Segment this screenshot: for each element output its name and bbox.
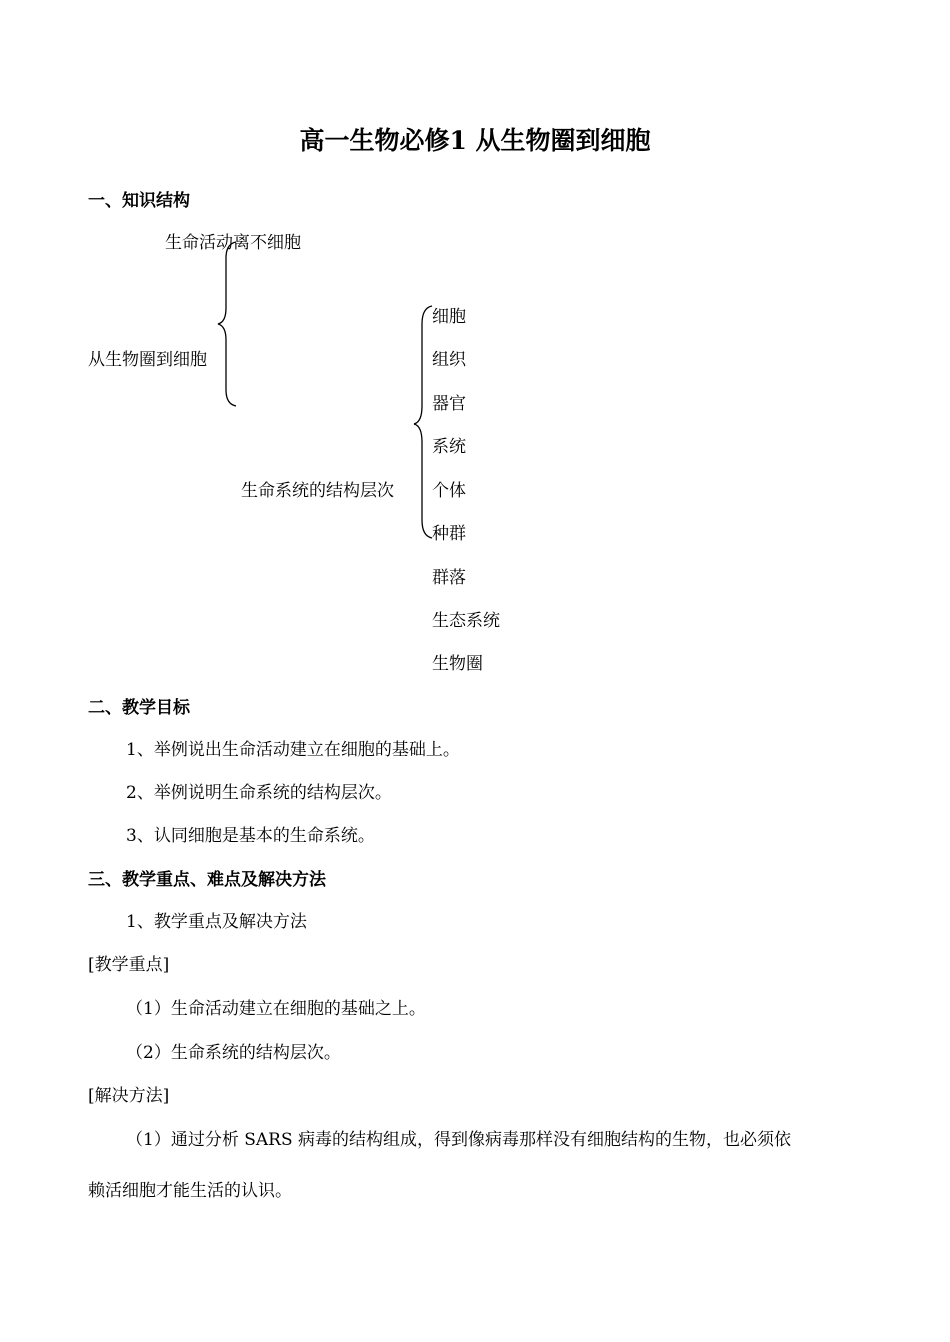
section-heading-goals: 二、教学目标 xyxy=(88,698,190,718)
level-item: 生态系统 xyxy=(432,611,500,631)
level-item: 组织 xyxy=(432,350,466,370)
focus-item: （1）生命活动建立在细胞的基础之上。 xyxy=(126,999,426,1019)
focus-item: （2）生命系统的结构层次。 xyxy=(126,1043,341,1063)
left-curly-brace xyxy=(212,238,242,412)
level-item: 细胞 xyxy=(432,307,466,327)
level-item: 群落 xyxy=(432,568,466,588)
diagram-root: 从生物圈到细胞 xyxy=(88,350,207,370)
goal-item: 3、认同细胞是基本的生命系统。 xyxy=(126,826,375,846)
diagram-branch-life-activity: 生命活动离不细胞 xyxy=(165,233,301,253)
level-item: 系统 xyxy=(432,437,466,457)
method-paragraph-line: （1）通过分析 SARS 病毒的结构组成，得到像病毒那样没有细胞结构的生物，也必须依 xyxy=(126,1130,791,1150)
right-curly-brace xyxy=(408,302,438,542)
level-item: 器官 xyxy=(432,394,466,414)
label-method: [解决方法] xyxy=(88,1086,170,1106)
level-item: 生物圈 xyxy=(432,654,483,674)
page-title: 高一生物必修1 从生物圈到细胞 xyxy=(299,126,651,155)
diagram-branch-structure-levels: 生命系统的结构层次 xyxy=(241,481,394,501)
goal-item: 2、举例说明生命系统的结构层次。 xyxy=(126,783,392,803)
label-focus: [教学重点] xyxy=(88,955,170,975)
section-heading-key-points: 三、教学重点、难点及解决方法 xyxy=(88,870,326,890)
level-item: 种群 xyxy=(432,524,466,544)
goal-item: 1、举例说出生命活动建立在细胞的基础上。 xyxy=(126,740,460,760)
method-paragraph-line: 赖活细胞才能生活的认识。 xyxy=(88,1181,292,1201)
level-item: 个体 xyxy=(432,481,466,501)
section-heading-knowledge: 一、知识结构 xyxy=(88,191,190,211)
subheading-focus-methods: 1、教学重点及解决方法 xyxy=(126,912,307,932)
